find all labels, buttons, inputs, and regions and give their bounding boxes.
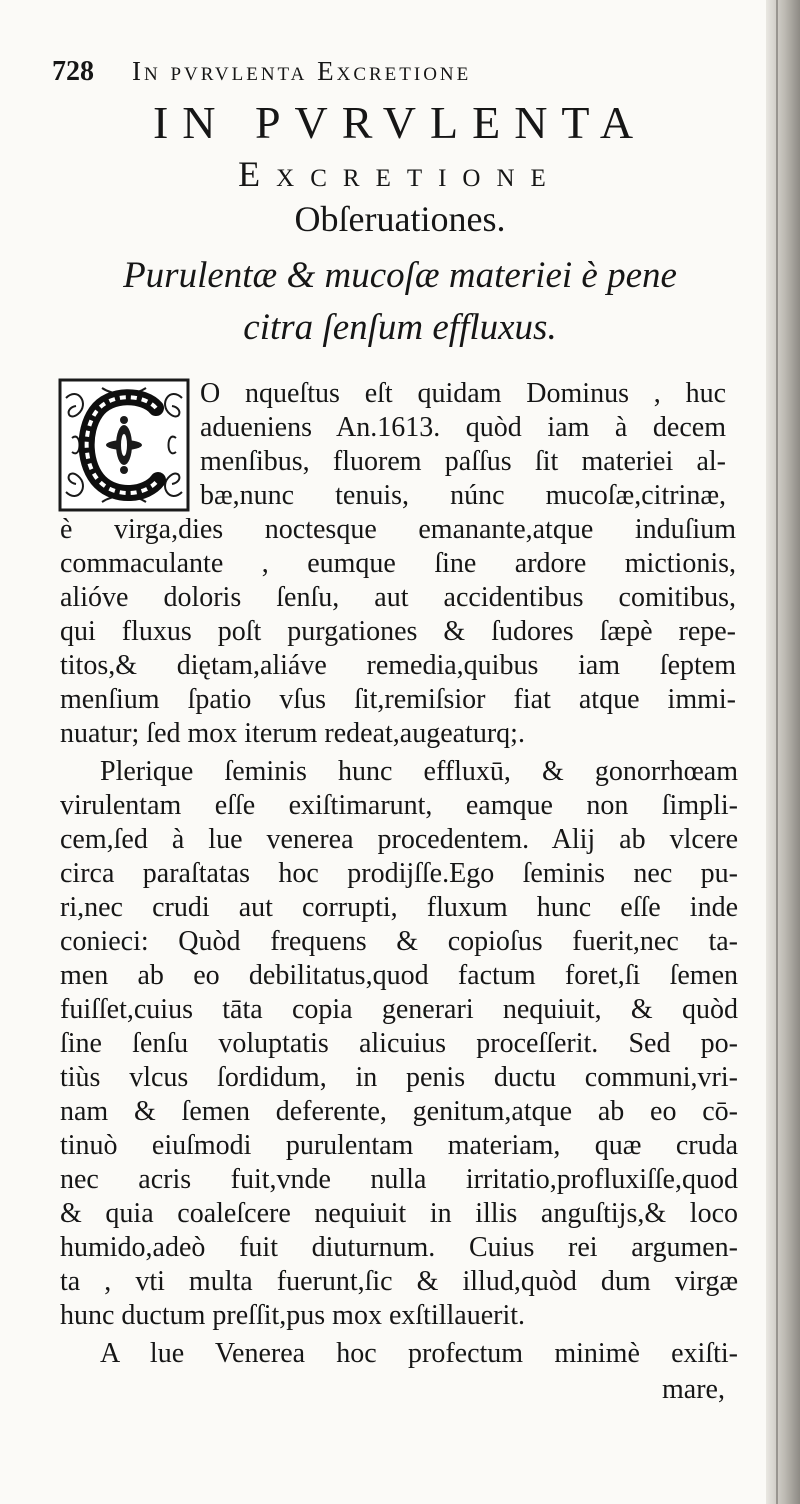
text-line: O nqueſtus eſt quidam Dominus , huc xyxy=(200,378,726,409)
text-line: cem,ſed à lue venerea procedentem. Alij ab vlcere xyxy=(60,824,738,855)
text-line: menſium ſpatio vſus ſit,remiſsior fiat atque immi- xyxy=(60,684,736,715)
text-line: adueniens An.1613. quòd iam à decem xyxy=(200,412,726,443)
text-line: hunc ductum preſſit,pus mox exſtillauerit. xyxy=(60,1300,526,1331)
text-line: menſibus, fluorem paſſus ſit materiei al- xyxy=(200,446,726,477)
observation-heading-line-1: Purulentæ & mucoſæ materiei è pene xyxy=(123,255,677,296)
text-line: Plerique ſeminis hunc effluxū, & gonorrhœam xyxy=(100,756,738,787)
text-line: commaculante , eumque ſine ardore mictionis, xyxy=(60,548,736,579)
text-line: qui fluxus poſt purgationes & ſudores ſæpè repe- xyxy=(60,616,736,647)
text-line: virulentam eſſe exiſtimarunt, eamque non ſimpli- xyxy=(60,790,738,821)
text-line: bæ,nunc tenuis, núnc mucoſæ,citrinæ, xyxy=(200,480,726,511)
text-line: A lue Venerea hoc profectum minimè exiſti- xyxy=(100,1338,738,1369)
text-line: circa paraſtatas hoc prodijſſe.Ego ſeminis nec pu- xyxy=(60,858,738,889)
page-number: 728 xyxy=(52,56,94,87)
text-line: titos,& diętam,aliáve remedia,quibus iam ſeptem xyxy=(60,650,736,681)
text-line: tinuò eiuſmodi purulentam materiam, quæ cruda xyxy=(60,1130,738,1161)
text-line: nec acris fuit,vnde nulla irritatio,profluxiſſe,quod xyxy=(60,1164,738,1195)
text-line: conieci: Quòd frequens & copioſus fuerit,nec ta- xyxy=(60,926,738,957)
text-line: nuatur; ſed mox iterum redeat,augeaturq;. xyxy=(60,718,525,749)
text-line: ſine ſenſu voluptatis alicuius proceſſerit. Sed po- xyxy=(60,1028,738,1059)
text-line: men ab eo debilitatus,quod factum foret,ſi ſemen xyxy=(60,960,738,991)
text-line: & quia coaleſcere nequiuit in illis anguſtijs,& loco xyxy=(60,1198,738,1229)
observation-heading-line-2: citra ſenſum effluxus. xyxy=(243,307,557,348)
text-line: alióve doloris ſenſu, aut accidentibus comitibus, xyxy=(60,582,736,613)
text-line: fuiſſet,cuius tāta copia generari nequiuit, & quòd xyxy=(60,994,738,1025)
text-line: ta , vti multa fuerunt,ſic & illud,quòd dum virgæ xyxy=(60,1266,738,1297)
catchword: mare, xyxy=(662,1374,725,1405)
text-line: nam & ſemen deferente, genitum,atque ab eo cō- xyxy=(60,1096,738,1127)
text-line: ri,nec crudi aut corrupti, fluxum hunc eſſe inde xyxy=(60,892,738,923)
text-line: humido,adeò fuit diuturnum. Cuius rei argumen- xyxy=(60,1232,738,1263)
chapter-title-line-3: Obſeruationes. xyxy=(294,199,506,239)
running-title: In pvrvlenta Excretione xyxy=(132,56,472,86)
text-line: tiùs vlcus ſordidum, in penis ductu communi,vri- xyxy=(60,1062,738,1093)
text-line: è virga,dies noctesque emanante,atque induſium xyxy=(60,514,736,545)
chapter-title-line-2: Excretione xyxy=(238,154,562,194)
chapter-title-line-1: IN PVRVLENTA xyxy=(152,97,648,148)
